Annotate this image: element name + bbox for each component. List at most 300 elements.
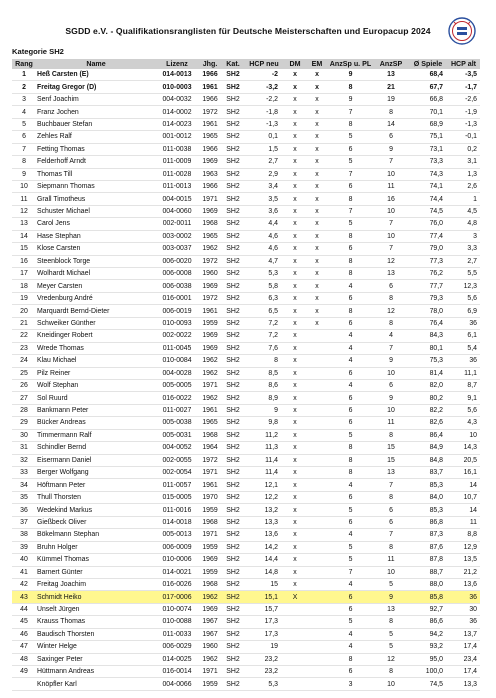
cell-kat: SH2 [222, 243, 244, 255]
cell-hcp-alt: 21,2 [447, 566, 480, 578]
table-row[interactable] [12, 641, 480, 653]
cell-em [306, 504, 328, 516]
cell-jhg: 1970 [198, 491, 222, 503]
cell-jhg: 1961 [198, 81, 222, 93]
cell-hcp-neu: -2,2 [244, 93, 284, 105]
table-row[interactable] [12, 591, 480, 603]
table-row[interactable] [12, 566, 480, 578]
cell-anzsp-pl: 5 [328, 218, 373, 230]
cell-lizenz: 005-0013 [156, 529, 198, 541]
cell-rang: 18 [12, 280, 36, 292]
cell-anzsp-pl: 8 [328, 442, 373, 454]
cell-avg-spiele: 94,2 [409, 628, 447, 640]
cell-rang: 15 [12, 243, 36, 255]
table-row[interactable] [12, 417, 480, 429]
cell-anzsp: 10 [373, 168, 409, 180]
cell-rang: 5 [12, 118, 36, 130]
cell-anzsp: 6 [373, 516, 409, 528]
cell-kat: SH2 [222, 442, 244, 454]
cell-anzsp-pl: 3 [328, 678, 373, 690]
cell-em [306, 379, 328, 391]
cell-rang: 7 [12, 143, 36, 155]
cell-anzsp: 6 [373, 379, 409, 391]
cell-name: Freitag Joachim [36, 578, 156, 590]
cell-hcp-neu: -1,8 [244, 106, 284, 118]
cell-hcp-neu: 6,5 [244, 305, 284, 317]
cell-kat: SH2 [222, 292, 244, 304]
cell-lizenz: 011-0038 [156, 143, 198, 155]
cell-lizenz: 002-0055 [156, 454, 198, 466]
table-row[interactable] [12, 243, 480, 255]
cell-rang: 49 [12, 666, 36, 678]
cell-name: Schindler Bernd [36, 442, 156, 454]
cell-name: Wrede Thomas [36, 342, 156, 354]
table-row[interactable] [12, 404, 480, 416]
cell-em [306, 616, 328, 628]
cell-dm: x [284, 442, 306, 454]
cell-avg-spiele: 82,2 [409, 404, 447, 416]
cell-jhg: 1959 [198, 504, 222, 516]
cell-jhg: 1968 [198, 218, 222, 230]
cell-anzsp-pl: 5 [328, 541, 373, 553]
cell-anzsp-pl: 4 [328, 330, 373, 342]
table-row[interactable] [12, 143, 480, 155]
cell-avg-spiele: 80,1 [409, 342, 447, 354]
cell-kat: SH2 [222, 404, 244, 416]
cell-anzsp-pl: 6 [328, 180, 373, 192]
cell-hcp-alt: 36 [447, 591, 480, 603]
table-row[interactable] [12, 392, 480, 404]
cell-dm: x [284, 417, 306, 429]
cell-lizenz: 006-0008 [156, 268, 198, 280]
cell-dm: x [284, 355, 306, 367]
cell-avg-spiele: 80,2 [409, 392, 447, 404]
column-header-name[interactable]: Name [36, 59, 156, 69]
cell-hcp-neu: 19 [244, 641, 284, 653]
cell-lizenz: 002-0022 [156, 330, 198, 342]
cell-anzsp-pl: 9 [328, 69, 373, 81]
cell-anzsp-pl: 4 [328, 628, 373, 640]
cell-lizenz: 003-0037 [156, 243, 198, 255]
cell-kat: SH2 [222, 205, 244, 217]
table-row[interactable] [12, 230, 480, 242]
cell-hcp-alt: -2,6 [447, 93, 480, 105]
cell-dm: x [284, 280, 306, 292]
cell-anzsp: 6 [373, 131, 409, 143]
cell-anzsp-pl: 6 [328, 292, 373, 304]
cell-avg-spiele: 85,3 [409, 479, 447, 491]
cell-rang [12, 678, 36, 690]
cell-avg-spiele: 75,1 [409, 131, 447, 143]
cell-anzsp-pl: 8 [328, 118, 373, 130]
cell-hcp-alt: 30 [447, 603, 480, 615]
cell-hcp-neu: 14,8 [244, 566, 284, 578]
cell-kat: SH2 [222, 280, 244, 292]
cell-name: Thull Thorsten [36, 491, 156, 503]
table-row[interactable] [12, 554, 480, 566]
cell-avg-spiele: 77,3 [409, 255, 447, 267]
cell-dm: x [284, 243, 306, 255]
cell-dm: x [284, 168, 306, 180]
cell-hcp-alt: 17,4 [447, 641, 480, 653]
cell-avg-spiele: 87,8 [409, 554, 447, 566]
cell-kat: SH2 [222, 168, 244, 180]
table-row[interactable] [12, 280, 480, 292]
cell-lizenz: 011-0057 [156, 479, 198, 491]
cell-name: Schweiker Günther [36, 317, 156, 329]
table-row[interactable] [12, 255, 480, 267]
cell-name: Fetting Thomas [36, 143, 156, 155]
cell-rang: 27 [12, 392, 36, 404]
cell-anzsp: 4 [373, 330, 409, 342]
table-row[interactable] [12, 578, 480, 590]
table-row[interactable] [12, 529, 480, 541]
table-row[interactable] [12, 69, 480, 81]
cell-hcp-alt: 2,7 [447, 255, 480, 267]
cell-hcp-alt: 4,3 [447, 417, 480, 429]
cell-dm [284, 641, 306, 653]
table-row[interactable] [12, 628, 480, 640]
cell-kat: SH2 [222, 628, 244, 640]
cell-anzsp: 8 [373, 429, 409, 441]
cell-anzsp: 8 [373, 292, 409, 304]
cell-avg-spiele: 84,9 [409, 442, 447, 454]
cell-lizenz: 016-0001 [156, 292, 198, 304]
column-header-jhg[interactable]: Jhg. [198, 59, 222, 69]
cell-avg-spiele: 87,3 [409, 529, 447, 541]
cell-anzsp-pl: 6 [328, 404, 373, 416]
cell-jhg: 1959 [198, 566, 222, 578]
cell-avg-spiele: 84,0 [409, 491, 447, 503]
cell-hcp-alt: 3 [447, 230, 480, 242]
table-row[interactable] [12, 355, 480, 367]
cell-lizenz: 006-0029 [156, 641, 198, 653]
cell-anzsp: 15 [373, 442, 409, 454]
cell-name: Bankmann Peter [36, 404, 156, 416]
column-header-hcp-neu[interactable]: HCP neu [244, 59, 284, 69]
cell-rang: 3 [12, 93, 36, 105]
cell-em: x [306, 243, 328, 255]
table-row[interactable] [12, 317, 480, 329]
cell-dm: x [284, 205, 306, 217]
cell-anzsp-pl: 6 [328, 392, 373, 404]
table-row[interactable] [12, 268, 480, 280]
column-header-kat[interactable]: Kat. [222, 59, 244, 69]
cell-dm: x [284, 467, 306, 479]
cell-dm [284, 653, 306, 665]
cell-kat: SH2 [222, 529, 244, 541]
cell-rang: 37 [12, 516, 36, 528]
cell-jhg: 1966 [198, 69, 222, 81]
cell-avg-spiele: 68,9 [409, 118, 447, 130]
cell-anzsp-pl: 6 [328, 603, 373, 615]
cell-lizenz: 010-0074 [156, 603, 198, 615]
cell-lizenz: 011-0027 [156, 404, 198, 416]
cell-anzsp-pl: 7 [328, 566, 373, 578]
cell-jhg: 1961 [198, 118, 222, 130]
cell-anzsp: 11 [373, 180, 409, 192]
cell-hcp-alt: 16,1 [447, 467, 480, 479]
cell-name: Höftmann Peter [36, 479, 156, 491]
table-row[interactable] [12, 491, 480, 503]
cell-anzsp: 8 [373, 491, 409, 503]
table-row[interactable] [12, 541, 480, 553]
cell-avg-spiele: 83,7 [409, 467, 447, 479]
cell-anzsp: 19 [373, 93, 409, 105]
table-row[interactable] [12, 504, 480, 516]
cell-anzsp: 13 [373, 69, 409, 81]
cell-anzsp-pl: 7 [328, 205, 373, 217]
cell-dm: x [284, 305, 306, 317]
cell-avg-spiele: 86,8 [409, 516, 447, 528]
cell-hcp-neu: 23,2 [244, 666, 284, 678]
cell-rang: 40 [12, 554, 36, 566]
cell-name: Kümmel Thomas [36, 554, 156, 566]
cell-name: Wedekind Markus [36, 504, 156, 516]
column-header-rang[interactable]: Rang [12, 59, 36, 69]
cell-avg-spiele: 95,0 [409, 653, 447, 665]
table-row[interactable] [12, 479, 480, 491]
cell-anzsp: 7 [373, 243, 409, 255]
table-row[interactable] [12, 516, 480, 528]
cell-rang: 34 [12, 479, 36, 491]
cell-lizenz: 011-0028 [156, 168, 198, 180]
cell-hcp-neu: -2 [244, 69, 284, 81]
cell-name: Klose Carsten [36, 243, 156, 255]
cell-lizenz: 005-0005 [156, 379, 198, 391]
cell-anzsp: 10 [373, 367, 409, 379]
table-row[interactable] [12, 292, 480, 304]
table-row[interactable] [12, 367, 480, 379]
cell-kat: SH2 [222, 81, 244, 93]
cell-kat: SH2 [222, 69, 244, 81]
cell-hcp-neu: 11,3 [244, 442, 284, 454]
cell-anzsp: 11 [373, 417, 409, 429]
cell-jhg: 1969 [198, 205, 222, 217]
cell-anzsp: 13 [373, 467, 409, 479]
cell-avg-spiele: 85,3 [409, 504, 447, 516]
cell-kat: SH2 [222, 578, 244, 590]
cell-jhg: 1971 [198, 529, 222, 541]
cell-jhg: 1972 [198, 292, 222, 304]
cell-jhg: 1962 [198, 355, 222, 367]
cell-hcp-neu: 5,8 [244, 280, 284, 292]
cell-dm [284, 628, 306, 640]
cell-rang: 1 [12, 69, 36, 81]
cell-em: x [306, 305, 328, 317]
cell-name: Siepmann Thomas [36, 180, 156, 192]
cell-lizenz: 010-0093 [156, 317, 198, 329]
cell-jhg: 1961 [198, 404, 222, 416]
column-header-hcp-alt[interactable]: HCP alt [447, 59, 480, 69]
cell-kat: SH2 [222, 541, 244, 553]
cell-dm: x [284, 180, 306, 192]
column-header-em[interactable]: EM [306, 59, 328, 69]
cell-name: Thomas Till [36, 168, 156, 180]
column-header-anzsp[interactable]: AnzSP [373, 59, 409, 69]
table-row[interactable] [12, 106, 480, 118]
cell-dm: X [284, 591, 306, 603]
table-row[interactable] [12, 442, 480, 454]
cell-anzsp: 7 [373, 342, 409, 354]
cell-hcp-alt: 14 [447, 504, 480, 516]
cell-anzsp-pl: 6 [328, 243, 373, 255]
cell-hcp-neu: 8,9 [244, 392, 284, 404]
cell-lizenz: 011-0033 [156, 628, 198, 640]
cell-lizenz: 017-0006 [156, 591, 198, 603]
cell-dm: x [284, 429, 306, 441]
table-row[interactable] [12, 342, 480, 354]
cell-rang: 11 [12, 193, 36, 205]
cell-avg-spiele: 74,3 [409, 168, 447, 180]
cell-kat: SH2 [222, 554, 244, 566]
table-row[interactable] [12, 653, 480, 665]
cell-rang: 19 [12, 292, 36, 304]
cell-avg-spiele: 73,3 [409, 156, 447, 168]
cell-anzsp-pl: 4 [328, 280, 373, 292]
cell-hcp-neu: 9 [244, 404, 284, 416]
table-row[interactable] [12, 467, 480, 479]
column-header-avg-spiele[interactable]: Ø Spiele [409, 59, 447, 69]
table-row[interactable] [12, 379, 480, 391]
cell-hcp-alt: -3,5 [447, 69, 480, 81]
cell-name: Felderhoff Arndt [36, 156, 156, 168]
cell-em: x [306, 156, 328, 168]
cell-jhg: 1965 [198, 417, 222, 429]
cell-lizenz: 002-0011 [156, 218, 198, 230]
cell-anzsp: 13 [373, 268, 409, 280]
table-row[interactable] [12, 218, 480, 230]
cell-em [306, 678, 328, 690]
table-row[interactable] [12, 180, 480, 192]
cell-jhg: 1969 [198, 156, 222, 168]
cell-hcp-neu: 12,2 [244, 491, 284, 503]
table-row[interactable] [12, 603, 480, 615]
cell-dm [284, 616, 306, 628]
cell-name: Bücker Andreas [36, 417, 156, 429]
cell-lizenz: 002-0054 [156, 467, 198, 479]
table-row[interactable] [12, 205, 480, 217]
table-row[interactable] [12, 616, 480, 628]
cell-dm: x [284, 143, 306, 155]
cell-hcp-neu: 23,2 [244, 653, 284, 665]
cell-lizenz: 010-0003 [156, 81, 198, 93]
table-row[interactable] [12, 678, 480, 690]
cell-em [306, 342, 328, 354]
cell-avg-spiele: 78,0 [409, 305, 447, 317]
table-row[interactable] [12, 330, 480, 342]
cell-dm: x [284, 118, 306, 130]
table-row[interactable] [12, 429, 480, 441]
cell-name: Hüttmann Andreas [36, 666, 156, 678]
cell-rang: 17 [12, 268, 36, 280]
cell-dm: x [284, 541, 306, 553]
cell-rang: 48 [12, 653, 36, 665]
column-header-dm[interactable]: DM [284, 59, 306, 69]
cell-rang: 42 [12, 578, 36, 590]
cell-jhg: 1962 [198, 653, 222, 665]
page-title: SGDD e.V. - Qualifikationsranglisten für Deutsche Meisterschaften und Europacup 2024 [65, 26, 431, 36]
cell-em [306, 529, 328, 541]
cell-kat: SH2 [222, 603, 244, 615]
cell-anzsp: 10 [373, 566, 409, 578]
table-row[interactable] [12, 666, 480, 678]
cell-name: Carol Jens [36, 218, 156, 230]
cell-dm: x [284, 516, 306, 528]
column-header-anzsp-pl[interactable]: AnzSp u. PL [329, 60, 372, 68]
cell-hcp-alt: 3,3 [447, 243, 480, 255]
cell-name: Wolf Stephan [36, 379, 156, 391]
cell-hcp-alt: 6,9 [447, 305, 480, 317]
cell-em [306, 641, 328, 653]
cell-name: Eisermann Daniel [36, 454, 156, 466]
cell-name: Senf Joachim [36, 93, 156, 105]
column-header-lizenz[interactable]: Lizenz [156, 59, 198, 69]
table-row[interactable] [12, 131, 480, 143]
table-row[interactable] [12, 118, 480, 130]
cell-hcp-alt: 12,9 [447, 541, 480, 553]
cell-jhg: 1959 [198, 678, 222, 690]
cell-hcp-alt: 5,5 [447, 268, 480, 280]
cell-anzsp-pl: 6 [328, 367, 373, 379]
table-row[interactable] [12, 156, 480, 168]
cell-kat: SH2 [222, 678, 244, 690]
cell-hcp-alt: 36 [447, 355, 480, 367]
cell-anzsp-pl: 8 [328, 653, 373, 665]
cell-avg-spiele: 88,0 [409, 578, 447, 590]
cell-hcp-neu: 13,3 [244, 516, 284, 528]
table-row[interactable] [12, 454, 480, 466]
table-row[interactable] [12, 93, 480, 105]
cell-jhg: 1961 [198, 479, 222, 491]
cell-hcp-alt: -0,1 [447, 131, 480, 143]
cell-hcp-alt: 1 [447, 193, 480, 205]
table-row[interactable] [12, 305, 480, 317]
cell-dm: x [284, 317, 306, 329]
cell-name: Wolhardt Michael [36, 268, 156, 280]
cell-dm: x [284, 218, 306, 230]
cell-em [306, 467, 328, 479]
cell-name: Franz Jochen [36, 106, 156, 118]
cell-avg-spiele: 76,0 [409, 218, 447, 230]
cell-rang: 10 [12, 180, 36, 192]
cell-hcp-alt: 5,4 [447, 342, 480, 354]
cell-hcp-neu: 5,3 [244, 678, 284, 690]
cell-name: Grall Timotheus [36, 193, 156, 205]
cell-hcp-alt: -1,7 [447, 81, 480, 93]
cell-anzsp-pl: 5 [328, 131, 373, 143]
cell-jhg: 1972 [198, 106, 222, 118]
cell-em: x [306, 317, 328, 329]
cell-name: Knöpfler Karl [36, 678, 156, 690]
cell-jhg: 1962 [198, 392, 222, 404]
cell-kat: SH2 [222, 429, 244, 441]
table-row[interactable] [12, 81, 480, 93]
cell-hcp-neu: 3,5 [244, 193, 284, 205]
table-row[interactable] [12, 168, 480, 180]
cell-dm: x [284, 268, 306, 280]
cell-em [306, 429, 328, 441]
table-row[interactable] [12, 193, 480, 205]
cell-kat: SH2 [222, 156, 244, 168]
cell-name: Schuster Michael [36, 205, 156, 217]
cell-rang: 44 [12, 603, 36, 615]
cell-lizenz: 005-0031 [156, 429, 198, 441]
cell-hcp-alt: 5,6 [447, 292, 480, 304]
cell-hcp-neu: -3,2 [244, 81, 284, 93]
cell-anzsp-pl: 5 [328, 554, 373, 566]
cell-em [306, 367, 328, 379]
